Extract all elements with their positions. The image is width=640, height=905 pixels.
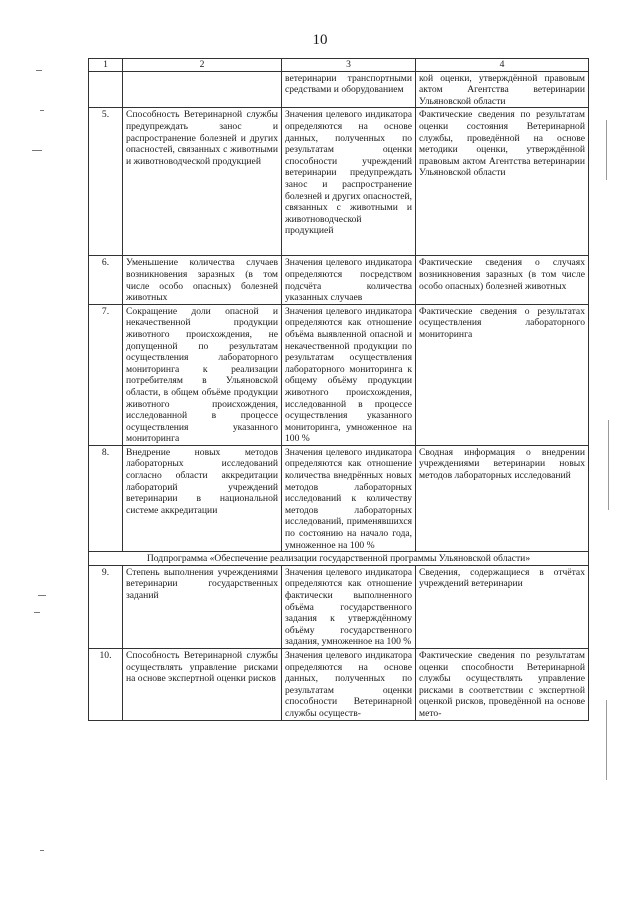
page-number: 10: [312, 32, 328, 48]
row-number: 7.: [89, 304, 123, 445]
scan-artifact: [40, 850, 44, 851]
indicator-name: Способность Ветеринарной службы осуществлять управление рисками на основе экспертной оценки рисков: [123, 648, 282, 720]
data-source: Фактические сведения по результатам оценки состояния Ветеринарной службы, проведённой на основе методики оценки, утверждённой правовым актом Агентства ветеринарии Ульяновской области: [416, 108, 589, 256]
table-row: [89, 648, 589, 720]
header-cell: 3: [282, 59, 416, 72]
calculation-method: Значения целевого индикатора определяются посредством подсчёта количества указанных случаев: [282, 256, 416, 304]
scan-artifact: [606, 700, 607, 780]
calculation-method: Значения целевого индикатора определяются на основе данных, полученных по результатам оценки способности учреждений ветеринарии предупреждать занос и распространение болезней и других опасностей, связанных с животными и животноводческой продукцией: [282, 108, 416, 256]
row-number: 9.: [89, 565, 123, 648]
calculation-method: ветеринарии транспортными средствами и оборудованием: [282, 71, 416, 108]
indicator-name: [123, 71, 282, 108]
table-row: [89, 304, 589, 445]
row-number: 8.: [89, 445, 123, 551]
subprogram-row: [89, 552, 589, 566]
data-source: Сведения, содержащиеся в отчётах учреждений ветеринарии: [416, 565, 589, 648]
scan-artifact: [32, 150, 42, 151]
calculation-method: Значения целевого индикатора определяются как отношение фактически выполненного объёма государственного задания к утверждённому объёму государственного задания, умноженное на 100 %: [282, 565, 416, 648]
row-number: 6.: [89, 256, 123, 304]
table-header-row: [89, 59, 589, 72]
table-row: [89, 565, 589, 648]
table-row: [89, 445, 589, 551]
indicator-name: Уменьшение количества случаев возникновения заразных (в том числе особо опасных) болезней животных: [123, 256, 282, 304]
indicator-name: Степень выполнения учреждениями ветеринарии государственных заданий: [123, 565, 282, 648]
scan-artifact: [36, 70, 42, 71]
scan-artifact: [40, 110, 44, 111]
data-source: Фактические сведения по результатам оценки способности Ветеринарной службы осуществлять управление рисками в соответствии с экспертной оценкой рисков, проведённой на основе мето-: [416, 648, 589, 720]
subprogram-title: Подпрограмма «Обеспечение реализации государственной программы Ульяновской области»: [89, 552, 589, 566]
indicators-table: [88, 58, 589, 721]
data-source: кой оценки, утверждённой правовым актом Агентства ветеринарии Ульяновской области: [416, 71, 589, 108]
indicator-name: Способность Ветеринарной службы предупреждать занос и распространение болезней и других опасностей, связанных с животными и животноводческой продукцией: [123, 108, 282, 256]
table-row: [89, 256, 589, 304]
scan-artifact: [606, 120, 607, 180]
data-source: Сводная информация о внедрении учреждениями ветеринарии новых методов лабораторных исследований: [416, 445, 589, 551]
table-row: [89, 108, 589, 256]
calculation-method: Значения целевого индикатора определяются на основе данных, полученных по результатам оценки способности Ветеринарной службы осуществ-: [282, 648, 416, 720]
table-row: [89, 71, 589, 108]
data-source: Фактические сведения о случаях возникновения заразных (в том числе особо опасных) болезней животных: [416, 256, 589, 304]
indicator-name: Внедрение новых методов лабораторных исследований согласно области аккредитации лабораторий учреждений ветеринарии в национальной системе аккредитации: [123, 445, 282, 551]
row-number: 10.: [89, 648, 123, 720]
row-number: [89, 71, 123, 108]
calculation-method: Значения целевого индикатора определяются как отношение количества внедрённых новых методов лабораторных исследований к количеству методов лабораторных исследований, применявшихся по состоянию на начало года, умноженное на 100 %: [282, 445, 416, 551]
header-cell: 4: [416, 59, 589, 72]
scan-artifact: [34, 612, 40, 613]
calculation-method: Значения целевого индикатора определяются как отношение объёма выявленной опасной и некачественной продукции по результатам осуществления лабораторного мониторинга к общему объёму продукции животного происхождения, исследованной в процессе осуществления указанного мониторинга, умноженное на 100 %: [282, 304, 416, 445]
header-cell: 1: [89, 59, 123, 72]
scan-artifact: [608, 420, 609, 510]
header-cell: 2: [123, 59, 282, 72]
data-source: Фактические сведения о результатах осуществления лабораторного мониторинга: [416, 304, 589, 445]
row-number: 5.: [89, 108, 123, 256]
indicator-name: Сокращение доли опасной и некачественной продукции животного происхождения, не допущенной по результатам осуществления лабораторного мониторинга к реализации потребителям в Ульяновской области, в общем объёме продукции животного происхождения, исследованной в процессе осуществления указанного мониторинга: [123, 304, 282, 445]
scan-artifact: [38, 595, 46, 596]
